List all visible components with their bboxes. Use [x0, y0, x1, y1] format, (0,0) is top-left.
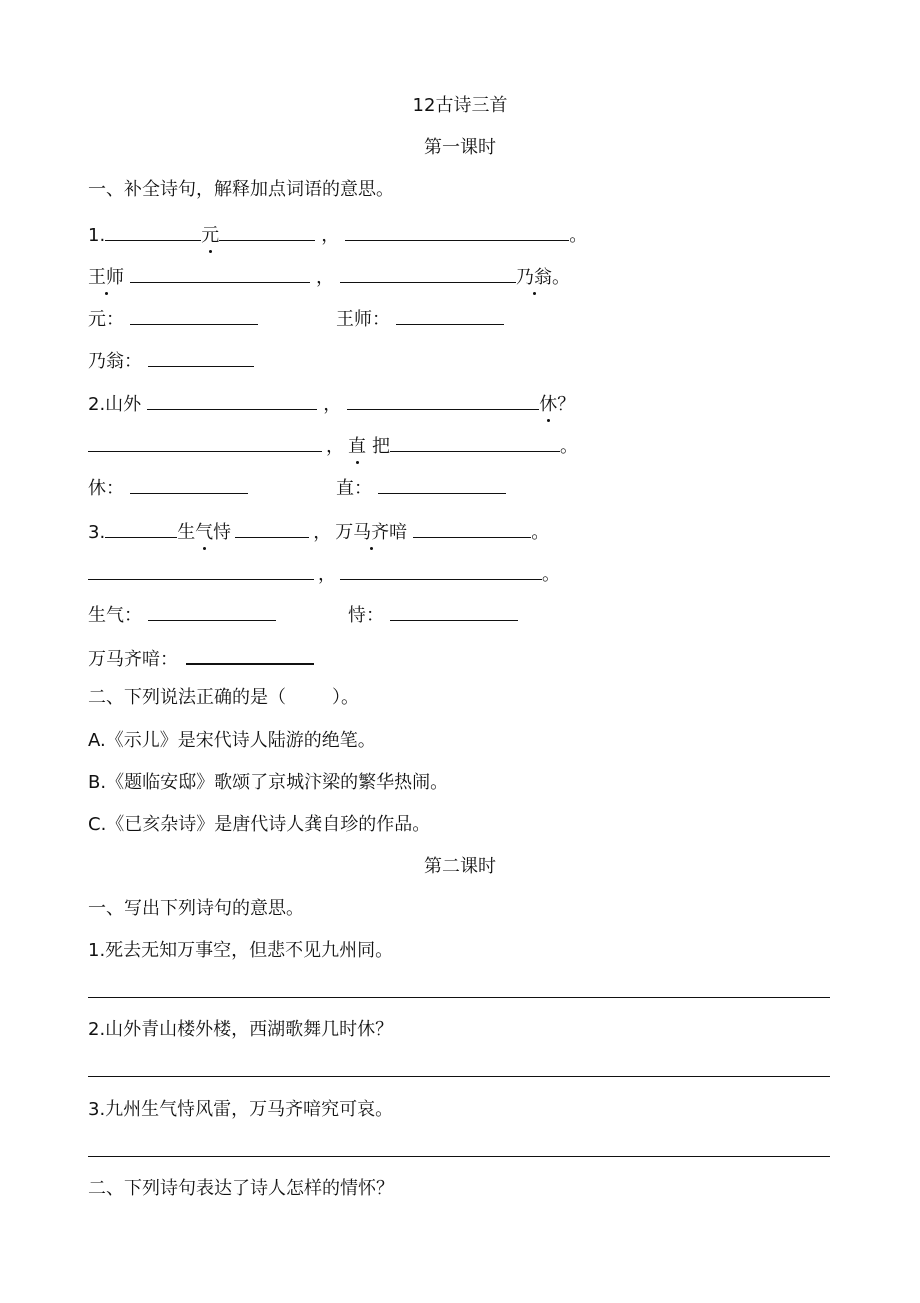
- item2-prefix: 2.山外: [88, 394, 142, 415]
- def-naiweng-blank[interactable]: [148, 348, 254, 367]
- item3-dotted-word-shengqishi: 生气恃: [177, 522, 232, 543]
- item3-blank-2[interactable]: [235, 519, 309, 538]
- item1-line2: [88, 264, 570, 290]
- def-wangshi-label: 王师：: [336, 309, 390, 330]
- def-shengqi-blank[interactable]: [148, 602, 276, 621]
- answer-line-3[interactable]: [88, 1156, 830, 1157]
- lesson2-heading: 第二课时: [424, 856, 496, 877]
- item1-blank-2[interactable]: [219, 222, 315, 241]
- def-naiweng-label: 乃翁：: [88, 351, 142, 372]
- item1-blank-3[interactable]: [345, 222, 569, 241]
- item1-blank-1[interactable]: [105, 222, 201, 241]
- option-b: B.《题临安邸》歌颂了京城汴梁的繁华热闹。: [88, 772, 449, 793]
- item2-question-mark: ？: [557, 394, 576, 415]
- item3-blank-5[interactable]: [340, 561, 542, 580]
- def-shengqi-row: [88, 602, 276, 628]
- item3-dotted-word-wanmaqiyin: 万马齐喑: [335, 522, 408, 543]
- lesson2-line-1: 1.死去无知万事空，但悲不见九州同。: [88, 940, 394, 961]
- def-xiu-blank[interactable]: [130, 475, 248, 494]
- answer-line-2[interactable]: [88, 1076, 830, 1077]
- answer-line-1[interactable]: [88, 997, 830, 998]
- item3-prefix: 3.: [88, 522, 106, 543]
- item1-period-2: 。: [552, 267, 570, 288]
- item1-dotted-word-wangshi: 王师: [88, 267, 124, 288]
- item3-blank-1[interactable]: [105, 519, 177, 538]
- item3-blank-3[interactable]: [413, 519, 531, 538]
- def-zhi-row: [336, 475, 506, 501]
- def-wanma-label: 万马齐喑：: [88, 649, 178, 670]
- lesson2-line-3: 3.九州生气恃风雷，万马齐喑究可哀。: [88, 1099, 394, 1120]
- item1-comma: ，: [321, 225, 340, 246]
- item2-blank-2[interactable]: [347, 391, 539, 410]
- worksheet-title: 12古诗三首: [412, 95, 508, 116]
- def-xiu-row: [88, 475, 248, 501]
- item2-dotted-word-xiu: 休: [539, 394, 558, 415]
- question2-text: 二、下列说法正确的是（: [88, 687, 286, 708]
- item1-dotted-word-naiweng: 乃翁: [516, 267, 552, 288]
- def-naiweng-row: [88, 348, 254, 374]
- def-shi-row: [348, 602, 518, 628]
- lesson2-question2-title: 二、下列诗句表达了诗人怎样的情怀？: [88, 1178, 394, 1199]
- item2-blank-1[interactable]: [147, 391, 317, 410]
- item3-line1: [88, 519, 549, 545]
- item2-dotted-word-zhi: 直: [348, 436, 366, 457]
- item2-word-ba: 把: [372, 436, 390, 457]
- option-c: C.《已亥杂诗》是唐代诗人龚自珍的作品。: [88, 814, 431, 835]
- lesson1-question1-title: 一、补全诗句，解释加点词语的意思。: [88, 179, 394, 200]
- def-shengqi-label: 生气：: [88, 605, 142, 626]
- lesson1-question2-title: [88, 686, 359, 710]
- def-zhi-label: 直：: [336, 478, 372, 499]
- def-wangshi-row: [336, 306, 504, 332]
- item3-period-2: 。: [542, 564, 560, 585]
- def-shi-blank[interactable]: [390, 602, 518, 621]
- def-zhi-blank[interactable]: [378, 475, 506, 494]
- def-yuan-row: [88, 306, 258, 332]
- item2-blank-4[interactable]: [390, 433, 560, 452]
- item1-comma-2: ，: [316, 267, 334, 288]
- item3-blank-4[interactable]: [88, 561, 314, 580]
- lesson1-heading: 第一课时: [424, 137, 496, 158]
- lesson2-line-2: 2.山外青山楼外楼，西湖歌舞几时休？: [88, 1019, 394, 1040]
- item3-comma: ，: [313, 522, 332, 543]
- item3-comma-2: ，: [318, 564, 336, 585]
- item2-line2: [88, 433, 578, 459]
- item2-comma-2: ，: [326, 436, 344, 457]
- option-a: A.《示儿》是宋代诗人陆游的绝笔。: [88, 730, 376, 751]
- item3-line2: [88, 561, 560, 587]
- lesson2-question1-title: 一、写出下列诗句的意思。: [88, 898, 304, 919]
- item2-line1: [88, 391, 575, 417]
- def-wanma-blank[interactable]: [186, 645, 314, 665]
- item3-period: 。: [531, 522, 550, 543]
- item1-blank-5[interactable]: [340, 264, 516, 283]
- item1-prefix: 1.: [88, 225, 106, 246]
- def-xiu-label: 休：: [88, 478, 124, 499]
- item2-comma: ，: [323, 394, 342, 415]
- def-wanma-row: [88, 645, 314, 672]
- def-wangshi-blank[interactable]: [396, 306, 504, 325]
- def-yuan-label: 元：: [88, 309, 124, 330]
- item1-dotted-word-yuan: 元: [201, 225, 220, 246]
- item1-line1: [88, 222, 587, 248]
- item2-period: 。: [560, 436, 578, 457]
- question2-close: ）。: [332, 687, 359, 708]
- def-yuan-blank[interactable]: [130, 306, 258, 325]
- item1-period: 。: [569, 225, 588, 246]
- def-shi-label: 恃：: [348, 605, 384, 626]
- item1-blank-4[interactable]: [130, 264, 310, 283]
- item2-blank-3[interactable]: [88, 433, 322, 452]
